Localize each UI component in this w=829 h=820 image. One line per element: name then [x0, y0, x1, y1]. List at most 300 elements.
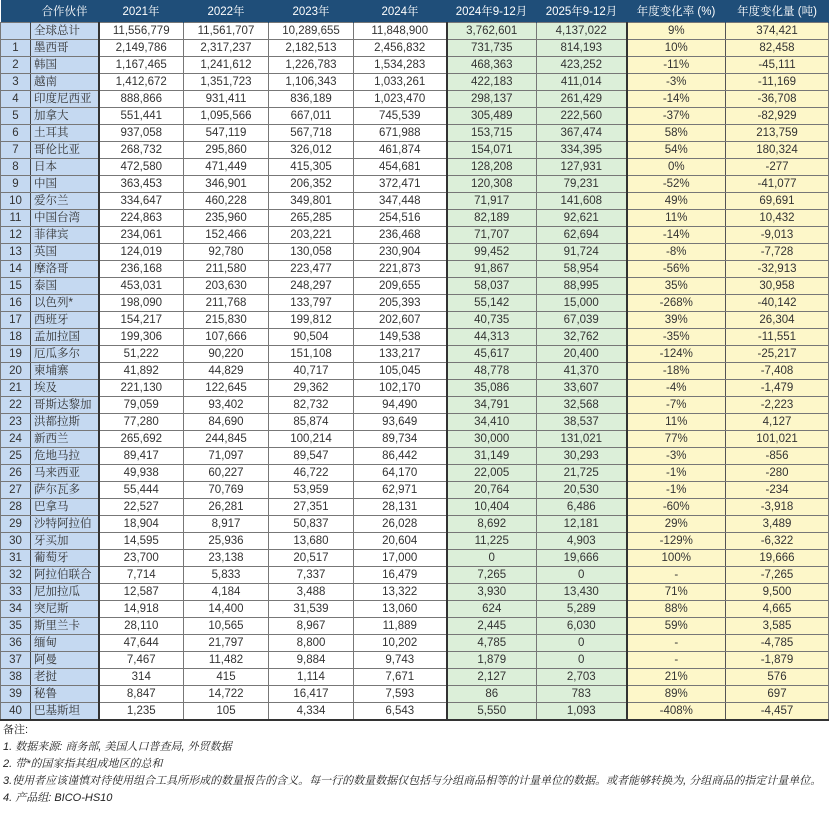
table-row — [1, 686, 829, 703]
change-amount: -4,785 — [726, 635, 829, 652]
table-row — [1, 652, 829, 669]
partner-name: 哥斯达黎加 — [31, 397, 99, 414]
value-2022: 1,241,612 — [184, 57, 269, 74]
row-index: 19 — [1, 346, 31, 363]
value-2024: 347,448 — [354, 193, 447, 210]
change-rate: 29% — [627, 516, 726, 533]
change-rate: 39% — [627, 312, 726, 329]
row-index: 22 — [1, 397, 31, 414]
table-row — [1, 108, 829, 125]
partner-name: 韩国 — [31, 57, 99, 74]
value-2024-sep-dec: 11,225 — [447, 533, 537, 550]
change-rate: 49% — [627, 193, 726, 210]
value-2021: 28,110 — [99, 618, 184, 635]
partner-name: 日本 — [31, 159, 99, 176]
row-index: 1 — [1, 40, 31, 57]
table-row — [1, 380, 829, 397]
value-2025-sep-dec: 783 — [537, 686, 627, 703]
row-index: 35 — [1, 618, 31, 635]
partner-name: 英国 — [31, 244, 99, 261]
value-2025-sep-dec: 411,014 — [537, 74, 627, 91]
value-2022: 203,630 — [184, 278, 269, 295]
change-rate: - — [627, 652, 726, 669]
change-rate: 71% — [627, 584, 726, 601]
table-row — [1, 397, 829, 414]
value-2025-sep-dec: 131,021 — [537, 431, 627, 448]
change-amount: -1,479 — [726, 380, 829, 397]
value-2021: 314 — [99, 669, 184, 686]
value-2022: 152,466 — [184, 227, 269, 244]
change-rate: - — [627, 635, 726, 652]
value-2024: 11,848,900 — [354, 23, 447, 40]
change-rate: 10% — [627, 40, 726, 57]
change-amount: -9,013 — [726, 227, 829, 244]
partner-name: 尼加拉瓜 — [31, 584, 99, 601]
table-row — [1, 261, 829, 278]
value-2023: 133,797 — [269, 295, 354, 312]
value-2025-sep-dec: 222,560 — [537, 108, 627, 125]
value-2024-sep-dec: 99,452 — [447, 244, 537, 261]
value-2024-sep-dec: 153,715 — [447, 125, 537, 142]
value-2024: 133,217 — [354, 346, 447, 363]
value-2024: 209,655 — [354, 278, 447, 295]
value-2024: 9,743 — [354, 652, 447, 669]
change-amount: -11,551 — [726, 329, 829, 346]
value-2025-sep-dec: 1,093 — [537, 703, 627, 721]
value-2024: 6,543 — [354, 703, 447, 721]
row-index: 13 — [1, 244, 31, 261]
change-amount: 69,691 — [726, 193, 829, 210]
change-amount: -36,708 — [726, 91, 829, 108]
table-row — [1, 499, 829, 516]
partner-name: 斯里兰卡 — [31, 618, 99, 635]
value-2022: 235,960 — [184, 210, 269, 227]
header-annual-change-amount: 年度变化量 (吨) — [726, 0, 829, 23]
value-2024-sep-dec: 422,183 — [447, 74, 537, 91]
value-2021: 224,863 — [99, 210, 184, 227]
partner-name: 哥伦比亚 — [31, 142, 99, 159]
partner-name: 巴基斯坦 — [31, 703, 99, 721]
value-2023: 53,959 — [269, 482, 354, 499]
change-amount: -7,265 — [726, 567, 829, 584]
value-2023: 100,214 — [269, 431, 354, 448]
value-2022: 23,138 — [184, 550, 269, 567]
value-2025-sep-dec: 58,954 — [537, 261, 627, 278]
value-2024-sep-dec: 120,308 — [447, 176, 537, 193]
value-2022: 1,095,566 — [184, 108, 269, 125]
value-2023: 1,106,343 — [269, 74, 354, 91]
value-2022: 471,449 — [184, 159, 269, 176]
value-2023: 151,108 — [269, 346, 354, 363]
value-2025-sep-dec: 0 — [537, 635, 627, 652]
value-2024-sep-dec: 298,137 — [447, 91, 537, 108]
value-2024-sep-dec: 128,208 — [447, 159, 537, 176]
value-2024: 236,468 — [354, 227, 447, 244]
value-2024: 16,479 — [354, 567, 447, 584]
value-2024-sep-dec: 30,000 — [447, 431, 537, 448]
value-2025-sep-dec: 4,903 — [537, 533, 627, 550]
value-2023: 130,058 — [269, 244, 354, 261]
partner-name: 突尼斯 — [31, 601, 99, 618]
value-2021: 198,090 — [99, 295, 184, 312]
change-amount: 101,021 — [726, 431, 829, 448]
value-2024-sep-dec: 4,785 — [447, 635, 537, 652]
value-2023: 29,362 — [269, 380, 354, 397]
row-index: 26 — [1, 465, 31, 482]
notes-section — [0, 722, 829, 807]
value-2021: 453,031 — [99, 278, 184, 295]
value-2025-sep-dec: 6,030 — [537, 618, 627, 635]
partner-name: 阿拉伯联合 — [31, 567, 99, 584]
header-2023: 2023年 — [269, 0, 354, 23]
value-2025-sep-dec: 6,486 — [537, 499, 627, 516]
row-index: 32 — [1, 567, 31, 584]
row-index: 24 — [1, 431, 31, 448]
value-2021: 11,556,779 — [99, 23, 184, 40]
row-index: 17 — [1, 312, 31, 329]
partner-name: 西班牙 — [31, 312, 99, 329]
value-2024: 10,202 — [354, 635, 447, 652]
change-rate: 89% — [627, 686, 726, 703]
value-2023: 16,417 — [269, 686, 354, 703]
value-2023: 203,221 — [269, 227, 354, 244]
partner-name: 危地马拉 — [31, 448, 99, 465]
value-2021: 2,149,786 — [99, 40, 184, 57]
change-rate: -8% — [627, 244, 726, 261]
row-index: 37 — [1, 652, 31, 669]
value-2022: 11,561,707 — [184, 23, 269, 40]
table-row — [1, 210, 829, 227]
value-2025-sep-dec: 5,289 — [537, 601, 627, 618]
value-2021: 236,168 — [99, 261, 184, 278]
value-2025-sep-dec: 62,694 — [537, 227, 627, 244]
table-row — [1, 295, 829, 312]
note-item: 2. 带*的国家指其组成地区的总和 — [3, 758, 163, 770]
value-2021: 268,732 — [99, 142, 184, 159]
partner-name: 柬埔寨 — [31, 363, 99, 380]
value-2024-sep-dec: 1,879 — [447, 652, 537, 669]
value-2024-sep-dec: 731,735 — [447, 40, 537, 57]
value-2021: 8,847 — [99, 686, 184, 703]
value-2025-sep-dec: 127,931 — [537, 159, 627, 176]
header-2022: 2022年 — [184, 0, 269, 23]
value-2021: 1,412,672 — [99, 74, 184, 91]
change-rate: -56% — [627, 261, 726, 278]
value-2022: 5,833 — [184, 567, 269, 584]
row-index: 28 — [1, 499, 31, 516]
value-2021: 234,061 — [99, 227, 184, 244]
value-2023: 1,226,783 — [269, 57, 354, 74]
value-2021: 472,580 — [99, 159, 184, 176]
value-2024-sep-dec: 71,707 — [447, 227, 537, 244]
value-2024: 671,988 — [354, 125, 447, 142]
value-2023: 3,488 — [269, 584, 354, 601]
partner-name: 老挝 — [31, 669, 99, 686]
value-2022: 211,580 — [184, 261, 269, 278]
value-2023: 248,297 — [269, 278, 354, 295]
value-2024: 26,028 — [354, 516, 447, 533]
value-2023: 10,289,655 — [269, 23, 354, 40]
value-2021: 154,217 — [99, 312, 184, 329]
value-2021: 334,647 — [99, 193, 184, 210]
value-2024: 461,874 — [354, 142, 447, 159]
partner-name: 爱尔兰 — [31, 193, 99, 210]
value-2024: 745,539 — [354, 108, 447, 125]
table-row — [1, 448, 829, 465]
value-2023: 206,352 — [269, 176, 354, 193]
value-2024: 7,671 — [354, 669, 447, 686]
value-2021: 77,280 — [99, 414, 184, 431]
value-2022: 11,482 — [184, 652, 269, 669]
partner-name: 土耳其 — [31, 125, 99, 142]
value-2023: 8,800 — [269, 635, 354, 652]
change-amount: -25,217 — [726, 346, 829, 363]
value-2022: 215,830 — [184, 312, 269, 329]
partner-name: 萨尔瓦多 — [31, 482, 99, 499]
table-row — [1, 244, 829, 261]
value-2024-sep-dec: 305,489 — [447, 108, 537, 125]
value-2021: 7,467 — [99, 652, 184, 669]
partner-name: 埃及 — [31, 380, 99, 397]
value-2024: 7,593 — [354, 686, 447, 703]
row-index: 12 — [1, 227, 31, 244]
value-2022: 415 — [184, 669, 269, 686]
value-2025-sep-dec: 4,137,022 — [537, 23, 627, 40]
change-rate: -14% — [627, 91, 726, 108]
change-rate: 59% — [627, 618, 726, 635]
change-rate: -35% — [627, 329, 726, 346]
value-2024-sep-dec: 86 — [447, 686, 537, 703]
change-rate: -7% — [627, 397, 726, 414]
change-amount: -32,913 — [726, 261, 829, 278]
value-2021: 14,918 — [99, 601, 184, 618]
change-amount: 10,432 — [726, 210, 829, 227]
partner-name: 以色列* — [31, 295, 99, 312]
value-2024: 13,060 — [354, 601, 447, 618]
value-2021: 221,130 — [99, 380, 184, 397]
row-index: 14 — [1, 261, 31, 278]
row-index: 21 — [1, 380, 31, 397]
table-row — [1, 584, 829, 601]
row-index: 30 — [1, 533, 31, 550]
value-2021: 55,444 — [99, 482, 184, 499]
change-amount: 3,585 — [726, 618, 829, 635]
change-amount: 9,500 — [726, 584, 829, 601]
partner-name: 牙买加 — [31, 533, 99, 550]
value-2025-sep-dec: 334,395 — [537, 142, 627, 159]
value-2021: 937,058 — [99, 125, 184, 142]
value-2024-sep-dec: 40,735 — [447, 312, 537, 329]
value-2024-sep-dec: 44,313 — [447, 329, 537, 346]
change-amount: 3,489 — [726, 516, 829, 533]
value-2021: 79,059 — [99, 397, 184, 414]
change-rate: -18% — [627, 363, 726, 380]
change-rate: 58% — [627, 125, 726, 142]
change-rate: 11% — [627, 210, 726, 227]
row-index: 8 — [1, 159, 31, 176]
header-index — [1, 0, 31, 23]
value-2024-sep-dec: 71,917 — [447, 193, 537, 210]
table-row — [1, 125, 829, 142]
value-2023: 8,967 — [269, 618, 354, 635]
value-2025-sep-dec: 0 — [537, 567, 627, 584]
value-2024-sep-dec: 3,930 — [447, 584, 537, 601]
value-2023: 82,732 — [269, 397, 354, 414]
value-2025-sep-dec: 88,995 — [537, 278, 627, 295]
partner-name: 秘鲁 — [31, 686, 99, 703]
value-2021: 265,692 — [99, 431, 184, 448]
value-2023: 20,517 — [269, 550, 354, 567]
partner-name: 菲律宾 — [31, 227, 99, 244]
value-2025-sep-dec: 91,724 — [537, 244, 627, 261]
value-2024: 86,442 — [354, 448, 447, 465]
table-row — [1, 482, 829, 499]
value-2022: 14,722 — [184, 686, 269, 703]
value-2025-sep-dec: 41,370 — [537, 363, 627, 380]
value-2022: 70,769 — [184, 482, 269, 499]
note-item: 3.使用者应该谨慎对待使用组合工具所形成的数量报告的含义。每一行的数量数据仅包括与分组商品相等的计量单位的数据。或者能够转换为, 分组商品的指定计量单位。 — [3, 775, 822, 787]
value-2024-sep-dec: 34,791 — [447, 397, 537, 414]
value-2022: 92,780 — [184, 244, 269, 261]
value-2024: 62,971 — [354, 482, 447, 499]
notes-title: 备注: — [3, 724, 29, 736]
value-2024-sep-dec: 2,127 — [447, 669, 537, 686]
change-rate: 21% — [627, 669, 726, 686]
header-2024: 2024年 — [354, 0, 447, 23]
value-2024: 254,516 — [354, 210, 447, 227]
value-2022: 21,797 — [184, 635, 269, 652]
value-2022: 25,936 — [184, 533, 269, 550]
table-row — [1, 40, 829, 57]
table-row — [1, 176, 829, 193]
partner-name: 葡萄牙 — [31, 550, 99, 567]
header-row — [1, 0, 829, 23]
value-2024: 20,604 — [354, 533, 447, 550]
row-index: 27 — [1, 482, 31, 499]
value-2021: 89,417 — [99, 448, 184, 465]
row-index: 29 — [1, 516, 31, 533]
value-2021: 14,595 — [99, 533, 184, 550]
value-2021: 23,700 — [99, 550, 184, 567]
table-row — [1, 567, 829, 584]
value-2022: 1,351,723 — [184, 74, 269, 91]
change-amount: 30,958 — [726, 278, 829, 295]
value-2024: 221,873 — [354, 261, 447, 278]
value-2022: 105 — [184, 703, 269, 721]
table-row — [1, 278, 829, 295]
value-2023: 7,337 — [269, 567, 354, 584]
value-2024: 28,131 — [354, 499, 447, 516]
value-2024-sep-dec: 91,867 — [447, 261, 537, 278]
table-row — [1, 142, 829, 159]
change-amount: 82,458 — [726, 40, 829, 57]
value-2024-sep-dec: 0 — [447, 550, 537, 567]
value-2024-sep-dec: 22,005 — [447, 465, 537, 482]
value-2025-sep-dec: 13,430 — [537, 584, 627, 601]
value-2025-sep-dec: 92,621 — [537, 210, 627, 227]
table-row — [1, 465, 829, 482]
value-2024-sep-dec: 3,762,601 — [447, 23, 537, 40]
note-item: 1. 数据来源: 商务部, 美国人口普查局, 外贸数据 — [3, 741, 232, 753]
value-2022: 60,227 — [184, 465, 269, 482]
value-2024-sep-dec: 35,086 — [447, 380, 537, 397]
row-index: 6 — [1, 125, 31, 142]
value-2023: 40,717 — [269, 363, 354, 380]
value-2024-sep-dec: 48,778 — [447, 363, 537, 380]
row-index: 15 — [1, 278, 31, 295]
value-2024: 1,023,470 — [354, 91, 447, 108]
partner-name: 泰国 — [31, 278, 99, 295]
note-item: 4. 产品组: BICO-HS10 — [3, 792, 113, 804]
value-2024-sep-dec: 45,617 — [447, 346, 537, 363]
table-row — [1, 601, 829, 618]
value-2021: 363,453 — [99, 176, 184, 193]
change-amount: -45,111 — [726, 57, 829, 74]
change-rate: -11% — [627, 57, 726, 74]
table-row — [1, 193, 829, 210]
value-2024: 205,393 — [354, 295, 447, 312]
value-2025-sep-dec: 30,293 — [537, 448, 627, 465]
row-index: 39 — [1, 686, 31, 703]
change-amount: 19,666 — [726, 550, 829, 567]
change-amount: 26,304 — [726, 312, 829, 329]
change-rate: -1% — [627, 482, 726, 499]
value-2022: 26,281 — [184, 499, 269, 516]
partner-name: 中国 — [31, 176, 99, 193]
value-2022: 295,860 — [184, 142, 269, 159]
value-2024: 2,456,832 — [354, 40, 447, 57]
table-row — [1, 329, 829, 346]
value-2024: 93,649 — [354, 414, 447, 431]
partner-name: 沙特阿拉伯 — [31, 516, 99, 533]
change-amount: 697 — [726, 686, 829, 703]
value-2021: 1,235 — [99, 703, 184, 721]
value-2023: 89,547 — [269, 448, 354, 465]
row-index: 16 — [1, 295, 31, 312]
change-rate: 35% — [627, 278, 726, 295]
value-2023: 1,114 — [269, 669, 354, 686]
value-2025-sep-dec: 67,039 — [537, 312, 627, 329]
value-2024-sep-dec: 58,037 — [447, 278, 537, 295]
change-amount: 4,665 — [726, 601, 829, 618]
value-2023: 667,011 — [269, 108, 354, 125]
change-amount: 374,421 — [726, 23, 829, 40]
change-rate: -60% — [627, 499, 726, 516]
change-rate: 77% — [627, 431, 726, 448]
partner-name: 中国台湾 — [31, 210, 99, 227]
change-rate: 100% — [627, 550, 726, 567]
table-row — [1, 669, 829, 686]
change-amount: 576 — [726, 669, 829, 686]
table-row — [1, 227, 829, 244]
total-row — [1, 23, 829, 40]
row-index: 33 — [1, 584, 31, 601]
row-index: 25 — [1, 448, 31, 465]
table-row — [1, 346, 829, 363]
change-amount: -7,728 — [726, 244, 829, 261]
change-rate: -3% — [627, 448, 726, 465]
value-2022: 10,565 — [184, 618, 269, 635]
value-2022: 8,917 — [184, 516, 269, 533]
value-2022: 107,666 — [184, 329, 269, 346]
value-2025-sep-dec: 814,193 — [537, 40, 627, 57]
table-row — [1, 363, 829, 380]
change-rate: -408% — [627, 703, 726, 721]
row-index: 9 — [1, 176, 31, 193]
partner-name: 厄瓜多尔 — [31, 346, 99, 363]
table-row — [1, 414, 829, 431]
value-2024: 102,170 — [354, 380, 447, 397]
